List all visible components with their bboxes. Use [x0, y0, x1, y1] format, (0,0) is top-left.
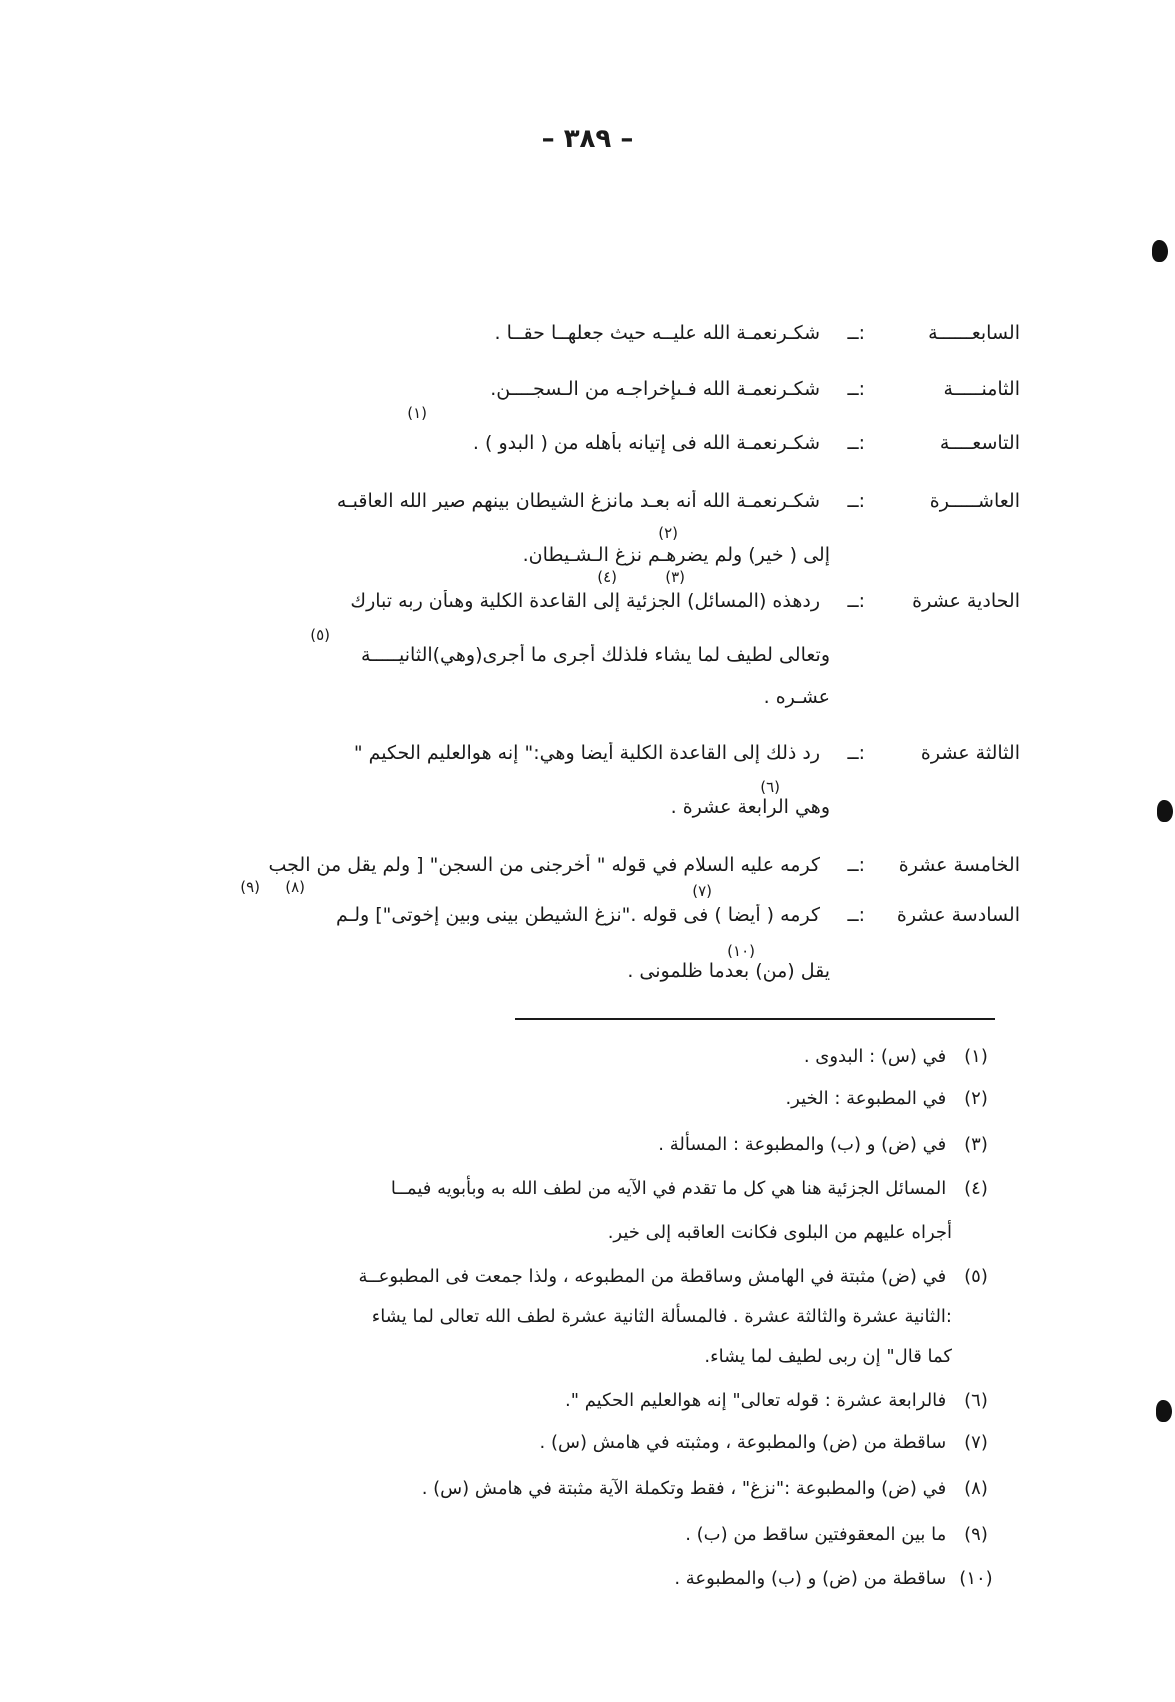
item-text: شكـرنعمـة الله عليــه حيث جعلهــا حقــا .	[494, 322, 820, 344]
footnote-ref: (٤)	[597, 568, 617, 586]
list-item	[140, 490, 1020, 570]
item-separator: :ــ	[847, 322, 865, 344]
footnote-text: ساقطة من (ض) والمطبوعة ، ومثبته في هامش (س) .	[539, 1432, 947, 1453]
footnote-ref: (٢)	[658, 524, 678, 542]
footnote-text: في (ض) مثبتة في الهامش وساقطة من المطبوعه ، ولذا جمعت فى المطبوعــة	[358, 1266, 947, 1287]
footnote	[130, 1134, 1000, 1178]
item-label: الخامسة عشرة	[898, 854, 1020, 876]
list-item	[140, 742, 1020, 822]
item-text: شكـرنعمـة الله فـىإخراجـه من الـسجــــن.	[490, 378, 820, 400]
item-separator: :ــ	[847, 378, 865, 400]
footnote-number: (١)	[964, 1046, 988, 1067]
item-label: الثامنـــــة	[943, 378, 1020, 400]
footnote-text: ما بين المعقوفتين ساقط من (ب) .	[685, 1524, 947, 1545]
item-text-continued: يقل (من) بعدما ظلمونى .	[627, 960, 830, 982]
footnote-number: (٩)	[964, 1524, 988, 1545]
binding-hole-mark	[1157, 800, 1173, 822]
footnote-text: في (ض) والمطبوعة :"نزغ" ، فقط وتكملة الآية مثبتة في هامش (س) .	[421, 1478, 947, 1499]
footnote	[130, 1432, 1000, 1478]
footnote	[130, 1478, 1000, 1524]
footnote	[130, 1390, 1000, 1432]
list-item	[140, 322, 1020, 362]
footnote-ref: (١٠)	[727, 942, 755, 960]
footnote-number: (٣)	[964, 1134, 988, 1155]
item-label: التاسعــــة	[939, 432, 1020, 454]
footnote	[130, 1266, 1000, 1390]
footnote-number: (٨)	[964, 1478, 988, 1499]
item-separator: :ــ	[847, 432, 865, 454]
item-text-continued: وتعالى لطيف لما يشاء فلذلك أجرى ما أجرى(وهي)الثانيـــــة	[361, 644, 830, 666]
footnote-divider	[515, 1018, 995, 1020]
item-text: شكـرنعمـة الله أنه بعـد مانزغ الشيطان بينهم صير الله العاقبـه	[336, 490, 820, 512]
footnote	[130, 1178, 1000, 1266]
list-item	[140, 378, 1020, 418]
footnote-text: في المطبوعة : الخير.	[785, 1088, 947, 1109]
footnote-ref: (٣)	[665, 568, 685, 586]
item-separator: :ــ	[847, 742, 865, 764]
item-text: ردهذه (المسائل) الجزئية إلى القاعدة الكلية وهىأن ربه تبارك	[350, 590, 820, 612]
list-item	[140, 854, 1020, 894]
item-separator: :ــ	[847, 904, 865, 926]
item-label: الثالثة عشرة	[920, 742, 1020, 764]
footnote-text: فالرابعة عشرة : قوله تعالى" إنه هوالعليم الحكيم ".	[564, 1390, 947, 1411]
footnote-number: (٥)	[964, 1266, 988, 1287]
binding-hole-mark	[1152, 240, 1168, 262]
item-text: كرمه ( أيضا ) فى قوله ."نزغ الشيطن بينى وبين إخوتى"] ولـم	[335, 904, 820, 926]
footnote-ref: (٥)	[310, 626, 330, 644]
item-label: الحادية عشرة	[912, 590, 1020, 612]
footnote-text-continued: أجراه عليهم من البلوى فكانت العاقبه إلى خير.	[607, 1222, 952, 1243]
item-text-continued: عشـره .	[763, 686, 830, 708]
footnotes	[130, 1046, 1000, 1612]
item-text-continued: وهي الرابعة عشرة .	[670, 796, 830, 818]
footnote-ref: (٦)	[760, 778, 780, 796]
footnote-number: (٤)	[964, 1178, 988, 1199]
footnote-text-continued: :الثانية عشرة والثالثة عشرة . فالمسألة الثانية عشرة لطف الله تعالى لما يشاء	[371, 1306, 952, 1327]
footnote-ref: (٧)	[692, 882, 712, 900]
item-label: السادسة عشرة	[896, 904, 1020, 926]
list-item	[140, 568, 1020, 722]
footnote-text-continued: كما قال" إن ربى لطيف لما يشاء.	[704, 1346, 952, 1367]
item-separator: :ــ	[847, 854, 865, 876]
item-separator: :ــ	[847, 490, 865, 512]
footnote-ref: (١)	[407, 404, 427, 422]
page-number: – ٣٨٩ –	[541, 124, 634, 154]
item-separator: :ــ	[847, 590, 865, 612]
item-label: السابعــــــة	[928, 322, 1020, 344]
item-text-continued: إلى ( خير) ولم يضرهـم نزغ الـشـيطان.	[522, 544, 830, 566]
footnote-text: في (س) : البدوى .	[803, 1046, 947, 1067]
footnote-text: في (ض) و (ب) والمطبوعة : المسألة .	[658, 1134, 947, 1155]
footnote	[130, 1568, 1000, 1612]
footnote	[130, 1524, 1000, 1568]
footnote-ref: (٨)	[285, 878, 305, 896]
footnote-number: (١٠)	[959, 1568, 993, 1589]
list-item	[140, 404, 1020, 472]
list-item	[140, 882, 1020, 984]
footnote-text: المسائل الجزئية هنا هي كل ما تقدم في الآيه من لطف الله به وبأبويه فيمــا	[390, 1178, 947, 1199]
binding-hole-mark	[1156, 1400, 1172, 1422]
item-text: كرمه عليه السلام في قوله " أخرجنى من السجن" [ ولم يقل من الجب	[268, 854, 820, 876]
footnote-number: (٢)	[964, 1088, 988, 1109]
footnote	[130, 1046, 1000, 1088]
footnote-number: (٦)	[964, 1390, 988, 1411]
item-label: العاشـــــرة	[929, 490, 1020, 512]
footnote-ref: (٩)	[240, 878, 260, 896]
footnote-text: ساقطة من (ض) و (ب) والمطبوعة .	[674, 1568, 947, 1589]
footnote-number: (٧)	[964, 1432, 988, 1453]
item-text: رد ذلك إلى القاعدة الكلية أيضا وهي:" إنه هوالعليم الحكيم "	[353, 742, 820, 764]
item-text: شكـرنعمـة الله فى إتيانه بأهله من ( البدو ) .	[472, 432, 820, 454]
footnote	[130, 1088, 1000, 1134]
